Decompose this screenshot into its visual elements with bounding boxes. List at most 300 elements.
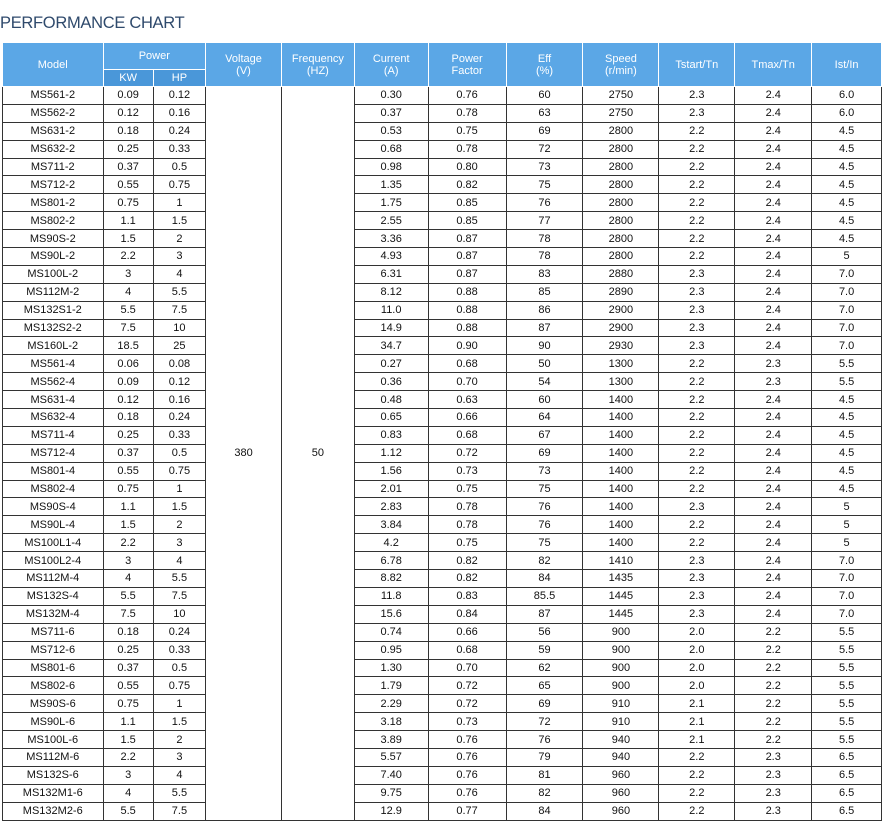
cell-hp: 1 — [153, 480, 205, 498]
table-row — [3, 516, 882, 534]
cell-tmax: 2.4 — [735, 462, 812, 480]
cell-model: MS711-2 — [3, 158, 104, 176]
cell-speed: 940 — [583, 748, 659, 766]
header-tstart: Tstart/Tn — [659, 43, 735, 87]
table-row — [3, 230, 882, 248]
cell-tstart: 2.2 — [659, 158, 735, 176]
table-row — [3, 570, 882, 588]
cell-pf: 0.76 — [428, 784, 506, 802]
header-frequency-label: Frequency — [291, 52, 344, 65]
cell-hp: 1.5 — [153, 212, 205, 230]
table-row — [3, 444, 882, 462]
cell-tmax: 2.2 — [735, 713, 812, 731]
cell-ist: 4.5 — [812, 158, 882, 176]
cell-tstart: 2.2 — [659, 462, 735, 480]
cell-model: MS90L-2 — [3, 248, 104, 266]
cell-model: MS802-4 — [3, 480, 104, 498]
cell-tmax: 2.3 — [735, 373, 812, 391]
cell-tstart: 2.0 — [659, 623, 735, 641]
cell-model: MS112M-4 — [3, 570, 104, 588]
cell-eff: 76 — [506, 731, 583, 749]
cell-model: MS132S2-2 — [3, 319, 104, 337]
cell-hp: 0.5 — [153, 659, 205, 677]
cell-speed: 1445 — [583, 605, 659, 623]
cell-kw: 0.18 — [103, 122, 153, 140]
cell-tstart: 2.3 — [659, 498, 735, 516]
table-row — [3, 248, 882, 266]
cell-model: MS631-2 — [3, 122, 104, 140]
page-title: PERFORMANCE CHART — [0, 14, 185, 32]
header-current — [354, 43, 428, 87]
cell-tmax: 2.4 — [735, 570, 812, 588]
cell-pf: 0.68 — [428, 426, 506, 444]
cell-current: 11.0 — [354, 301, 428, 319]
cell-tstart: 2.2 — [659, 230, 735, 248]
table-row — [3, 212, 882, 230]
cell-model: MS90L-4 — [3, 516, 104, 534]
cell-current: 0.83 — [354, 426, 428, 444]
cell-tstart: 2.3 — [659, 104, 735, 122]
cell-hp: 0.75 — [153, 677, 205, 695]
cell-model: MS100L1-4 — [3, 534, 104, 552]
cell-current: 2.01 — [354, 480, 428, 498]
cell-hp: 3 — [153, 534, 205, 552]
cell-kw: 0.55 — [103, 176, 153, 194]
cell-current: 0.30 — [354, 87, 428, 105]
cell-hp: 0.16 — [153, 391, 205, 409]
cell-speed: 2930 — [583, 337, 659, 355]
header-hp: HP — [153, 70, 205, 87]
cell-ist: 4.5 — [812, 480, 882, 498]
cell-current: 12.9 — [354, 802, 428, 820]
cell-ist: 4.5 — [812, 391, 882, 409]
cell-current: 14.9 — [354, 319, 428, 337]
cell-hp: 0.08 — [153, 355, 205, 373]
table-row — [3, 784, 882, 802]
cell-ist: 5.5 — [812, 355, 882, 373]
cell-ist: 7.0 — [812, 552, 882, 570]
header-pf-label2: Factor — [451, 64, 483, 77]
cell-hp: 4 — [153, 766, 205, 784]
cell-ist: 5.5 — [812, 641, 882, 659]
cell-current: 0.48 — [354, 391, 428, 409]
cell-ist: 6.5 — [812, 766, 882, 784]
cell-hp: 2 — [153, 731, 205, 749]
cell-pf: 0.88 — [428, 283, 506, 301]
cell-speed: 1400 — [583, 498, 659, 516]
cell-kw: 2.2 — [103, 248, 153, 266]
cell-tmax: 2.4 — [735, 426, 812, 444]
cell-pf: 0.78 — [428, 498, 506, 516]
cell-kw: 1.1 — [103, 498, 153, 516]
table-row — [3, 176, 882, 194]
cell-tmax: 2.3 — [735, 802, 812, 820]
cell-hp: 0.12 — [153, 87, 205, 105]
cell-current: 5.57 — [354, 748, 428, 766]
cell-pf: 0.72 — [428, 677, 506, 695]
cell-tstart: 2.3 — [659, 301, 735, 319]
cell-model: MS632-2 — [3, 140, 104, 158]
cell-pf: 0.87 — [428, 265, 506, 283]
cell-ist: 4.5 — [812, 409, 882, 427]
cell-pf: 0.82 — [428, 176, 506, 194]
cell-current: 1.30 — [354, 659, 428, 677]
cell-current: 0.98 — [354, 158, 428, 176]
cell-pf: 0.80 — [428, 158, 506, 176]
cell-tmax: 2.3 — [735, 355, 812, 373]
cell-tmax: 2.4 — [735, 605, 812, 623]
cell-speed: 960 — [583, 784, 659, 802]
table-row — [3, 498, 882, 516]
cell-tstart: 2.2 — [659, 122, 735, 140]
cell-tmax: 2.4 — [735, 230, 812, 248]
cell-current: 0.74 — [354, 623, 428, 641]
cell-ist: 5.5 — [812, 731, 882, 749]
cell-tstart: 2.2 — [659, 176, 735, 194]
frequency-value: 50 — [281, 87, 354, 821]
cell-eff: 73 — [506, 462, 583, 480]
voltage-value: 380 — [206, 87, 282, 821]
cell-ist: 7.0 — [812, 605, 882, 623]
cell-model: MS631-4 — [3, 391, 104, 409]
cell-kw: 0.18 — [103, 623, 153, 641]
cell-kw: 5.5 — [103, 802, 153, 820]
cell-eff: 54 — [506, 373, 583, 391]
cell-eff: 87 — [506, 605, 583, 623]
cell-pf: 0.75 — [428, 534, 506, 552]
cell-ist: 4.5 — [812, 444, 882, 462]
cell-tstart: 2.3 — [659, 319, 735, 337]
cell-tmax: 2.4 — [735, 391, 812, 409]
cell-kw: 2.2 — [103, 748, 153, 766]
cell-eff: 76 — [506, 516, 583, 534]
cell-speed: 2800 — [583, 140, 659, 158]
cell-pf: 0.85 — [428, 194, 506, 212]
cell-eff: 69 — [506, 695, 583, 713]
cell-tmax: 2.4 — [735, 301, 812, 319]
cell-eff: 60 — [506, 87, 583, 105]
table-row — [3, 158, 882, 176]
cell-hp: 0.75 — [153, 462, 205, 480]
cell-kw: 4 — [103, 570, 153, 588]
cell-ist: 7.0 — [812, 587, 882, 605]
cell-current: 2.55 — [354, 212, 428, 230]
cell-tstart: 2.2 — [659, 444, 735, 462]
cell-model: MS802-6 — [3, 677, 104, 695]
cell-speed: 1300 — [583, 355, 659, 373]
cell-ist: 4.5 — [812, 462, 882, 480]
cell-hp: 1 — [153, 695, 205, 713]
cell-hp: 4 — [153, 552, 205, 570]
cell-speed: 940 — [583, 731, 659, 749]
cell-tmax: 2.4 — [735, 212, 812, 230]
cell-tmax: 2.4 — [735, 176, 812, 194]
header-voltage — [206, 43, 282, 87]
cell-current: 0.37 — [354, 104, 428, 122]
cell-current: 11.8 — [354, 587, 428, 605]
cell-tmax: 2.4 — [735, 498, 812, 516]
cell-tstart: 2.1 — [659, 695, 735, 713]
cell-hp: 1.5 — [153, 498, 205, 516]
cell-ist: 7.0 — [812, 283, 882, 301]
table-row — [3, 355, 882, 373]
cell-ist: 7.0 — [812, 301, 882, 319]
cell-kw: 0.12 — [103, 391, 153, 409]
cell-tmax: 2.4 — [735, 516, 812, 534]
table-row — [3, 462, 882, 480]
cell-model: MS112M-6 — [3, 748, 104, 766]
table-row — [3, 534, 882, 552]
cell-pf: 0.75 — [428, 122, 506, 140]
cell-pf: 0.68 — [428, 355, 506, 373]
cell-model: MS562-4 — [3, 373, 104, 391]
cell-tstart: 2.3 — [659, 283, 735, 301]
cell-current: 0.36 — [354, 373, 428, 391]
cell-tmax: 2.2 — [735, 659, 812, 677]
cell-model: MS132S1-2 — [3, 301, 104, 319]
header-voltage-unit: (V) — [236, 64, 251, 77]
cell-current: 8.12 — [354, 283, 428, 301]
cell-speed: 1400 — [583, 409, 659, 427]
cell-tmax: 2.4 — [735, 158, 812, 176]
cell-tmax: 2.2 — [735, 695, 812, 713]
cell-speed: 900 — [583, 677, 659, 695]
cell-speed: 2900 — [583, 319, 659, 337]
cell-tstart: 2.1 — [659, 713, 735, 731]
cell-ist: 7.0 — [812, 570, 882, 588]
cell-ist: 5.5 — [812, 373, 882, 391]
table-row — [3, 319, 882, 337]
cell-ist: 4.5 — [812, 426, 882, 444]
table-row — [3, 713, 882, 731]
cell-current: 1.75 — [354, 194, 428, 212]
cell-tstart: 2.2 — [659, 409, 735, 427]
cell-eff: 72 — [506, 713, 583, 731]
cell-tstart: 2.2 — [659, 355, 735, 373]
cell-kw: 1.5 — [103, 230, 153, 248]
cell-speed: 900 — [583, 659, 659, 677]
cell-eff: 84 — [506, 802, 583, 820]
header-model: Model — [3, 43, 104, 87]
cell-pf: 0.87 — [428, 230, 506, 248]
cell-speed: 1400 — [583, 480, 659, 498]
cell-current: 6.31 — [354, 265, 428, 283]
table-row — [3, 802, 882, 820]
cell-kw: 0.25 — [103, 641, 153, 659]
cell-hp: 2 — [153, 516, 205, 534]
cell-tstart: 2.2 — [659, 480, 735, 498]
cell-ist: 6.5 — [812, 802, 882, 820]
table-row — [3, 373, 882, 391]
table-row — [3, 122, 882, 140]
cell-kw: 4 — [103, 784, 153, 802]
cell-pf: 0.63 — [428, 391, 506, 409]
cell-pf: 0.77 — [428, 802, 506, 820]
cell-pf: 0.72 — [428, 444, 506, 462]
cell-tstart: 2.2 — [659, 784, 735, 802]
cell-tstart: 2.0 — [659, 641, 735, 659]
cell-ist: 5 — [812, 516, 882, 534]
cell-model: MS90S-4 — [3, 498, 104, 516]
cell-speed: 960 — [583, 766, 659, 784]
cell-current: 2.83 — [354, 498, 428, 516]
cell-current: 34.7 — [354, 337, 428, 355]
cell-speed: 960 — [583, 802, 659, 820]
cell-kw: 3 — [103, 766, 153, 784]
cell-eff: 81 — [506, 766, 583, 784]
cell-model: MS100L2-4 — [3, 552, 104, 570]
table-row — [3, 731, 882, 749]
table-row — [3, 426, 882, 444]
cell-tstart: 2.2 — [659, 140, 735, 158]
cell-eff: 85.5 — [506, 587, 583, 605]
cell-kw: 0.37 — [103, 659, 153, 677]
cell-tmax: 2.2 — [735, 641, 812, 659]
cell-current: 8.82 — [354, 570, 428, 588]
cell-kw: 0.75 — [103, 480, 153, 498]
cell-model: MS711-4 — [3, 426, 104, 444]
cell-tstart: 2.2 — [659, 373, 735, 391]
cell-model: MS112M-2 — [3, 283, 104, 301]
cell-pf: 0.76 — [428, 766, 506, 784]
cell-kw: 0.37 — [103, 444, 153, 462]
cell-current: 3.89 — [354, 731, 428, 749]
cell-tmax: 2.4 — [735, 552, 812, 570]
cell-pf: 0.90 — [428, 337, 506, 355]
cell-ist: 6.0 — [812, 104, 882, 122]
cell-model: MS801-2 — [3, 194, 104, 212]
cell-kw: 0.55 — [103, 462, 153, 480]
cell-current: 0.27 — [354, 355, 428, 373]
table-row — [3, 140, 882, 158]
table-row — [3, 194, 882, 212]
cell-model: MS561-4 — [3, 355, 104, 373]
cell-kw: 4 — [103, 283, 153, 301]
cell-model: MS132S-4 — [3, 587, 104, 605]
cell-tmax: 2.2 — [735, 677, 812, 695]
cell-current: 1.56 — [354, 462, 428, 480]
cell-kw: 0.75 — [103, 695, 153, 713]
cell-ist: 5 — [812, 534, 882, 552]
table-row — [3, 623, 882, 641]
cell-tmax: 2.4 — [735, 444, 812, 462]
table-row — [3, 677, 882, 695]
cell-hp: 0.33 — [153, 426, 205, 444]
cell-model: MS801-6 — [3, 659, 104, 677]
cell-hp: 0.33 — [153, 641, 205, 659]
cell-current: 15.6 — [354, 605, 428, 623]
cell-eff: 82 — [506, 552, 583, 570]
cell-tmax: 2.4 — [735, 265, 812, 283]
cell-kw: 0.75 — [103, 194, 153, 212]
cell-kw: 5.5 — [103, 587, 153, 605]
cell-tmax: 2.4 — [735, 87, 812, 105]
cell-eff: 67 — [506, 426, 583, 444]
cell-tstart: 2.2 — [659, 748, 735, 766]
cell-pf: 0.70 — [428, 373, 506, 391]
table-row — [3, 87, 882, 105]
cell-eff: 79 — [506, 748, 583, 766]
cell-model: MS90L-6 — [3, 713, 104, 731]
cell-tmax: 2.2 — [735, 623, 812, 641]
cell-ist: 4.5 — [812, 140, 882, 158]
cell-tstart: 2.2 — [659, 426, 735, 444]
cell-ist: 4.5 — [812, 194, 882, 212]
cell-ist: 6.0 — [812, 87, 882, 105]
cell-pf: 0.76 — [428, 731, 506, 749]
cell-hp: 0.24 — [153, 623, 205, 641]
cell-eff: 64 — [506, 409, 583, 427]
cell-hp: 0.75 — [153, 176, 205, 194]
cell-current: 4.93 — [354, 248, 428, 266]
cell-kw: 3 — [103, 552, 153, 570]
cell-hp: 0.5 — [153, 158, 205, 176]
cell-speed: 2800 — [583, 122, 659, 140]
cell-model: MS711-6 — [3, 623, 104, 641]
cell-hp: 2 — [153, 230, 205, 248]
table-row — [3, 695, 882, 713]
cell-hp: 7.5 — [153, 802, 205, 820]
cell-speed: 2800 — [583, 248, 659, 266]
cell-current: 3.18 — [354, 713, 428, 731]
cell-tmax: 2.4 — [735, 319, 812, 337]
cell-model: MS712-4 — [3, 444, 104, 462]
cell-hp: 5.5 — [153, 784, 205, 802]
cell-pf: 0.87 — [428, 248, 506, 266]
header-frequency — [281, 43, 354, 87]
header-frequency-unit: (HZ) — [306, 64, 329, 77]
cell-kw: 1.1 — [103, 713, 153, 731]
cell-speed: 2800 — [583, 212, 659, 230]
cell-tmax: 2.4 — [735, 140, 812, 158]
cell-tstart: 2.0 — [659, 659, 735, 677]
cell-hp: 4 — [153, 265, 205, 283]
cell-model: MS132M-4 — [3, 605, 104, 623]
table-row — [3, 283, 882, 301]
cell-tstart: 2.2 — [659, 248, 735, 266]
cell-ist: 5.5 — [812, 659, 882, 677]
cell-pf: 0.88 — [428, 319, 506, 337]
cell-speed: 1400 — [583, 444, 659, 462]
cell-pf: 0.70 — [428, 659, 506, 677]
cell-pf: 0.72 — [428, 695, 506, 713]
cell-model: MS90S-6 — [3, 695, 104, 713]
header-pf-label: Power — [451, 52, 483, 65]
cell-hp: 7.5 — [153, 301, 205, 319]
cell-tmax: 2.3 — [735, 748, 812, 766]
cell-eff: 82 — [506, 784, 583, 802]
cell-tmax: 2.4 — [735, 283, 812, 301]
cell-hp: 1 — [153, 194, 205, 212]
cell-speed: 2800 — [583, 194, 659, 212]
cell-speed: 2750 — [583, 104, 659, 122]
cell-current: 3.84 — [354, 516, 428, 534]
cell-tmax: 2.3 — [735, 766, 812, 784]
header-eff-label: Eff — [537, 52, 552, 65]
cell-pf: 0.85 — [428, 212, 506, 230]
cell-speed: 1400 — [583, 426, 659, 444]
cell-ist: 5 — [812, 498, 882, 516]
header-speed — [583, 43, 659, 87]
cell-model: MS100L-2 — [3, 265, 104, 283]
cell-kw: 7.5 — [103, 319, 153, 337]
cell-kw: 1.5 — [103, 516, 153, 534]
cell-pf: 0.82 — [428, 570, 506, 588]
cell-current: 1.12 — [354, 444, 428, 462]
cell-kw: 0.09 — [103, 373, 153, 391]
cell-kw: 1.1 — [103, 212, 153, 230]
cell-eff: 78 — [506, 248, 583, 266]
